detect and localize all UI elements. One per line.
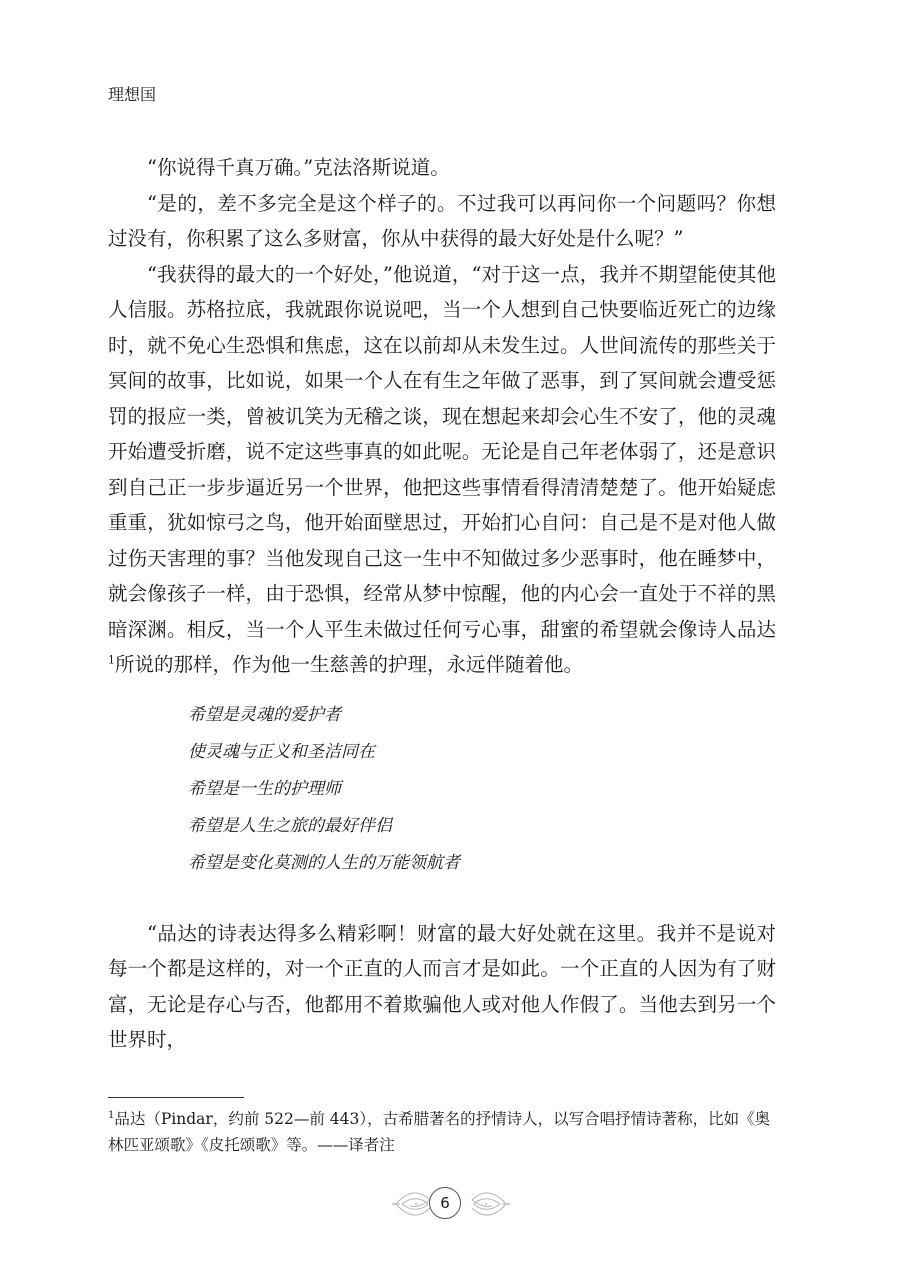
poem-line: 希望是人生之旅的最好伴侣 (188, 815, 392, 836)
poem-line: 使灵魂与正义和圣洁同在 (188, 741, 375, 762)
paragraph-3-text-after: 所说的那样，作为他一生慈善的护理，永远伴随着他。 (115, 653, 584, 676)
poem-line: 希望是一生的护理师 (188, 778, 341, 799)
page-number: 6 (429, 1187, 461, 1219)
paragraph-2: “是的，差不多完全是这个样子的。不过我可以再问你一个问题吗？你想过没有，你积累了这么多财富，你从中获得的最大好处是什么呢？” (108, 191, 776, 250)
footnote-divider (108, 1097, 244, 1098)
paragraph-1: “你说得千真万确。”克法洛斯说道。 (147, 156, 450, 179)
running-header: 理想国 (108, 85, 157, 104)
paragraph-3-text-before: “我获得的最大的一个好处，”他说道，“对于这一点，我并不期望能使其他人信服。苏格拉底，我就跟你说说吧，当一个人想到自己快要临近死亡的边缘时，就不免心生恐惧和焦虑，这在以前却从未发生过。人世间流传的那些关于冥间的故事，比如说，如果一个人在有生之年做了恶事，到了冥间就会遭受惩罚的报应一类，曾被讥笑为无稽之谈，现在想起来却会心生不安了，他的灵魂开始遭受折磨，说不定这些事真的如此呢。无论是自己年老体弱了，还是意识到自己正一步步逼近另一个世界，他把这些事情看得清清楚楚了。他开始疑虑重重，犹如惊弓之鸟，他开始面壁思过，开始扪心自问：自己是不是对他人做过伤天害理的事？当他发现自己这一生中不知做过多少恶事时，他在睡梦中，就会像孩子一样，由于恐惧，经常从梦中惊醒，他的内心会一直处于不祥的黑暗深渊。相反，当一个人平生未做过任何亏心事，甜蜜的希望就会像诗人品达 (108, 262, 776, 641)
paragraph-3 (108, 257, 776, 683)
poem-line: 希望是变化莫测的人生的万能领航者 (188, 852, 460, 873)
poem-quote (188, 697, 776, 882)
footnote-number: 1 (108, 1109, 115, 1121)
footnote-text: 品达（Pindar，约前 522—前 443），古希腊著名的抒情诗人，以写合唱抒情诗著称，比如《奥林匹亚颂歌》《皮托颂歌》等。——译者注 (108, 1110, 771, 1154)
poem-line: 希望是灵魂的爱护者 (188, 704, 341, 725)
closing-paragraph: “品达的诗表达得多么精彩啊！财富的最大好处就在这里。我并不是说对每一个都是这样的，对一个正直的人而言才是如此。一个正直的人因为有了财富，无论是存心与否，他都用不着欺骗他人或对他人作假了。当他去到另一个世界时， (108, 921, 776, 1051)
footnote-marker: 1 (108, 653, 115, 667)
footnote (108, 1106, 776, 1158)
body-text (108, 150, 776, 1058)
